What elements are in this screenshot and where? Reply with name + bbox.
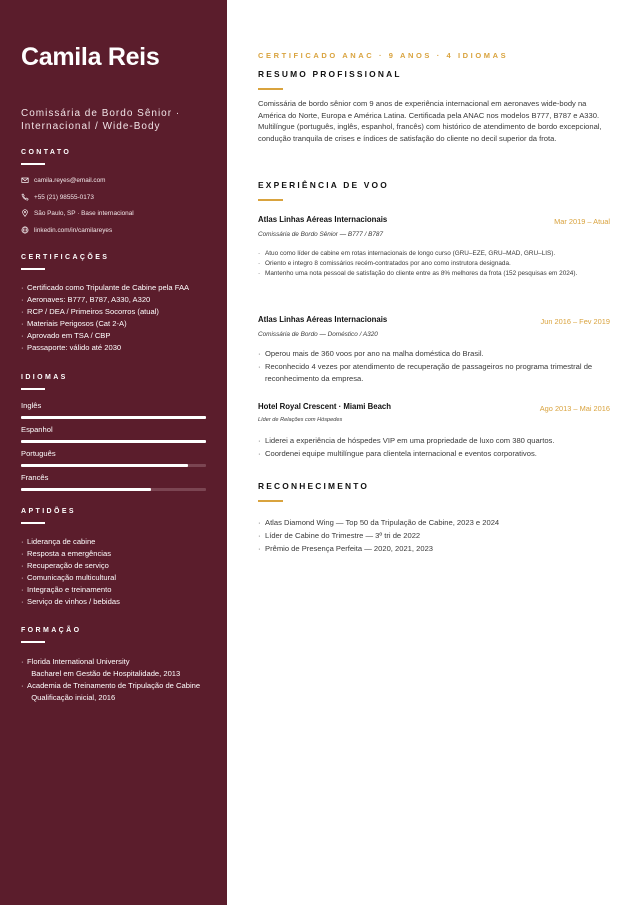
recognition-divider	[258, 500, 283, 502]
list-item: · Aprovado em TSA / CBP	[21, 331, 111, 340]
job-role: Líder de Relações com Hóspedes	[258, 417, 343, 423]
headline-tagline: CERTIFICADO ANAC · 9 ANOS · 4 IDIOMAS	[258, 51, 509, 60]
summary-heading: RESUMO PROFISSIONAL	[258, 69, 402, 79]
main-content	[258, 0, 610, 905]
education-heading: FORMAÇÃO	[21, 627, 82, 634]
list-item: · Certificado como Tripulante de Cabine pela FAA	[21, 283, 190, 292]
contact-heading: CONTATO	[21, 149, 72, 156]
location-icon	[21, 209, 29, 217]
list-item: · Liderei a experiência de hóspedes VIP em uma propriedade de luxo com 380 quartos.	[258, 436, 555, 445]
language-level-bar	[21, 464, 206, 467]
list-item: · Passaporte: válido até 2030	[21, 343, 122, 352]
language-item	[21, 425, 206, 443]
sidebar	[0, 0, 227, 905]
language-level-fill	[21, 488, 151, 491]
list-item: · Serviço de vinhos / bebidas	[21, 597, 120, 606]
language-item	[21, 449, 206, 467]
job-dates: Ago 2013 – Mai 2016	[539, 404, 610, 413]
education-detail: Qualificação inicial, 2016	[31, 693, 116, 702]
skills-heading: APTIDÕES	[21, 508, 76, 515]
education-divider	[21, 641, 45, 643]
language-item	[21, 401, 206, 419]
job-company: Hotel Royal Crescent · Miami Beach	[258, 402, 392, 411]
language-name: Inglês	[21, 401, 42, 410]
job-bullets	[258, 348, 610, 386]
contact-location-text: São Paulo, SP · Base internacional	[34, 209, 134, 217]
list-item: · Operou mais de 360 voos por ano na malha doméstica do Brasil.	[258, 349, 484, 358]
education-item: · Florida International University	[21, 657, 130, 666]
contact-linkedin-text: linkedin.com/in/camilareyes	[34, 226, 113, 234]
list-item: · Coordenei equipe multilíngue para clientela internacional e eventos corporativos.	[258, 448, 537, 458]
experience-divider	[258, 199, 283, 201]
certifications-divider	[21, 268, 45, 270]
list-item: · Aeronaves: B777, B787, A330, A320	[21, 295, 151, 304]
mail-icon	[21, 176, 29, 184]
job-company: Atlas Linhas Aéreas Internacionais	[258, 215, 388, 224]
language-item	[21, 473, 206, 491]
list-item: · Materiais Perigosos (Cat 2-A)	[21, 319, 127, 328]
list-item: · Oriento e integro 8 comissários recém-contratados por ano como instrutora designada.	[258, 260, 511, 267]
list-item: · Atlas Diamond Wing — Top 50 da Tripulação de Cabine, 2023 e 2024	[258, 518, 500, 527]
language-level-bar	[21, 488, 206, 491]
certifications-heading: CERTIFICAÇÕES	[21, 254, 110, 261]
list-item: · Atuo como líder de cabine em rotas internacionais de longo curso (GRU–EZE, GRU–MAD, GRU–LIS).	[258, 250, 556, 257]
contact-email[interactable]	[21, 176, 105, 184]
job-dates: Jun 2016 – Fev 2019	[540, 317, 610, 326]
job-role: Comissária de Bordo Sênior — B777 / B787	[258, 231, 384, 238]
list-item: · Mantenho uma nota pessoal de satisfação do cliente entre as 8% melhores da frota (152 pesquisas em 2024).	[258, 270, 578, 277]
certifications-list	[21, 282, 189, 354]
list-item: · Integração e treinamento	[21, 585, 112, 594]
contact-divider	[21, 163, 45, 165]
job-dates: Mar 2019 – Atual	[554, 217, 610, 226]
list-item: · Recuperação de serviço	[21, 561, 109, 570]
language-name: Português	[21, 449, 56, 458]
contact-phone[interactable]	[21, 193, 94, 201]
language-name: Francês	[21, 473, 49, 482]
education-detail: Bacharel em Gestão de Hospitalidade, 2013	[31, 669, 181, 678]
list-item: · Líder de Cabine do Trimestre — 3º tri de 2022	[258, 531, 421, 540]
languages-heading: IDIOMAS	[21, 374, 68, 381]
job-bullets	[258, 435, 610, 460]
language-level-fill	[21, 440, 206, 443]
languages-divider	[21, 388, 45, 390]
list-item: · RCP / DEA / Primeiros Socorros (atual)	[21, 307, 159, 316]
summary-divider	[258, 88, 283, 90]
list-item: · Reconhecido 4 vezes por atendimento de recuperação de passageiros no programa trimestral de reconhecimento da empresa.	[258, 361, 593, 383]
job-role: Comissária de Bordo — Doméstico / A320	[258, 331, 378, 338]
list-item: · Comunicação multicultural	[21, 573, 117, 582]
language-level-bar	[21, 440, 206, 443]
list-item: · Resposta a emergências	[21, 549, 111, 558]
job-company: Atlas Linhas Aéreas Internacionais	[258, 315, 388, 324]
globe-icon	[21, 226, 29, 234]
skills-list	[21, 536, 120, 608]
language-level-bar	[21, 416, 206, 419]
language-level-fill	[21, 464, 188, 467]
education-list	[21, 656, 200, 704]
contact-linkedin[interactable]	[21, 226, 112, 234]
language-level-fill	[21, 416, 206, 419]
skills-divider	[21, 522, 45, 524]
summary-text: Comissária de bordo sênior com 9 anos de experiência internacional em aeronaves wide-body na América do Norte, Europa e América Latina. Certificada pela ANAC nos modelos B777, B787 e A330. Multilíngue (português, inglês, espanhol, francês) com histórico de atendimento de bordo excepcional, condução tranquila de crises e índices de satisfação do cliente no decil superior da frota.	[258, 99, 602, 143]
job-bullets	[258, 249, 610, 279]
list-item: · Prêmio de Presença Perfeita — 2020, 2021, 2023	[258, 544, 434, 553]
recognition-list	[258, 516, 610, 555]
contact-email-text: camila.reyes@email.com	[34, 176, 106, 184]
candidate-name: Camila Reis	[21, 43, 160, 71]
language-name: Espanhol	[21, 425, 53, 434]
contact-location	[21, 209, 134, 217]
recognition-heading: RECONHECIMENTO	[258, 481, 370, 491]
contact-phone-text: +55 (21) 98555-0173	[34, 193, 94, 201]
phone-icon	[21, 193, 29, 201]
list-item: · Liderança de cabine	[21, 537, 96, 546]
job-title: Comissária de Bordo Sênior · Internacional / Wide-Body	[21, 108, 181, 132]
experience-heading: EXPERIÊNCIA DE VOO	[258, 180, 389, 190]
education-item: · Academia de Treinamento de Tripulação de Cabine	[21, 681, 201, 690]
